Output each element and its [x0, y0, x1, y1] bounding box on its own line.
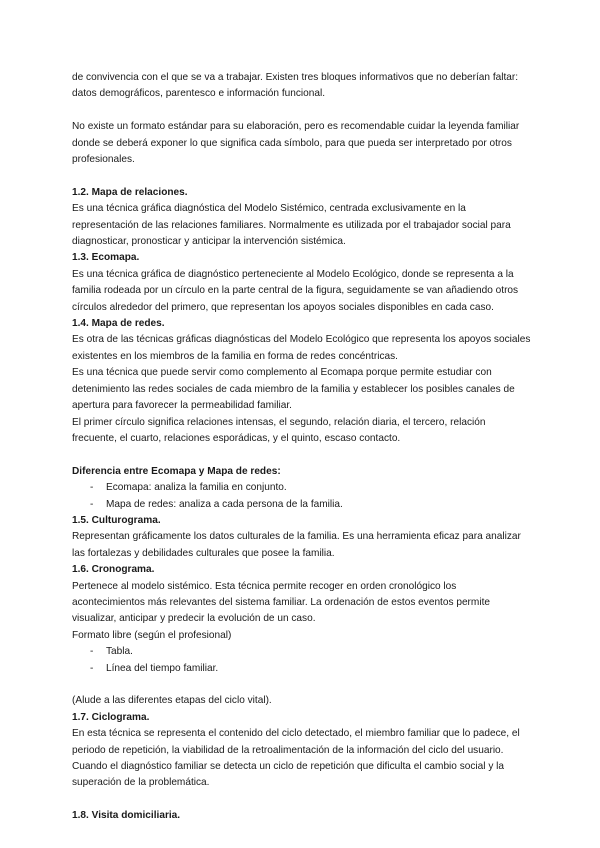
heading-culturograma: 1.5. Culturograma.: [72, 514, 161, 526]
list-item-text: Mapa de redes: analiza a cada persona de la familia.: [106, 498, 343, 510]
spacer: [72, 677, 532, 693]
heading-cronograma: 1.6. Cronograma.: [72, 564, 155, 576]
paragraph-cronograma-3: (Alude a las diferentes etapas del ciclo vital).: [72, 695, 272, 707]
document-page: [72, 70, 532, 825]
paragraph-ciclograma-1: En esta técnica se representa el contenido del ciclo detectado, el miembro familiar que lo padece, el periodo de repetición, la viabilidad de la retroalimentación de la información del ciclo del usuario.: [72, 728, 520, 756]
spacer: [72, 447, 532, 463]
intro-paragraph-2: No existe un formato estándar para su elaboración, pero es recomendable cuidar la leyenda familiar donde se deberá exponer lo que significa cada símbolo, para que pueda ser interpretado por otros profesionales.: [72, 121, 520, 166]
list-item-text: Línea del tiempo familiar.: [106, 662, 219, 674]
paragraph-mapa-redes-2: Es una técnica que puede servir como complemento al Ecomapa porque permite estudiar con detenimiento las redes sociales de cada miembro de la familia y establecer los posibles canales de apertura para favorecer la permeabilidad familiar.: [72, 367, 515, 412]
list-item: [72, 480, 532, 496]
heading-ciclograma: 1.7. Ciclograma.: [72, 711, 150, 723]
list-item: [72, 644, 532, 660]
list-item: [72, 497, 532, 513]
list-item: [72, 661, 532, 677]
dash-marker: -: [90, 646, 94, 658]
paragraph-mapa-redes-1: Es otra de las técnicas gráficas diagnósticas del Modelo Ecológico que representa los apoyos sociales existentes en los miembros de la familia en forma de redes concéntricas.: [72, 334, 531, 362]
list-item-text: Tabla.: [106, 646, 133, 658]
paragraph-ciclograma-2: Cuando el diagnóstico familiar se detecta un ciclo de repetición que dificulta el cambio social y la superación de la problemática.: [72, 761, 505, 789]
paragraph-mapa-relaciones: Es una técnica gráfica diagnóstica del Modelo Sistémico, centrada exclusivamente en la representación de las relaciones familiares. Normalmente es utilizada por el trabajador social para diagnosticar, pronosticar y anticipar la intervención sistémica.: [72, 203, 511, 248]
list-item-text: Ecomapa: analiza la familia en conjunto.: [106, 482, 287, 494]
paragraph-mapa-redes-3: El primer círculo significa relaciones intensas, el segundo, relación diaria, el tercero, relación frecuente, el cuarto, relaciones esporádicas, y el quinto, escaso contacto.: [72, 416, 486, 444]
spacer: [72, 792, 532, 808]
heading-ecomapa: 1.3. Ecomapa.: [72, 252, 140, 264]
paragraph-ecomapa: Es una técnica gráfica de diagnóstico perteneciente al Modelo Ecológico, donde se representa a la familia rodeada por un círculo en la parte central de la figura, seguidamente se van añadiendo otros círculos alrededor del primero, que representan los apoyos sociales disponibles en cada caso.: [72, 268, 519, 313]
paragraph-cronograma-2: Formato libre (según el profesional): [72, 629, 232, 641]
dash-marker: -: [90, 498, 94, 510]
diferencia-list: [72, 480, 532, 513]
paragraph-cronograma-1: Pertenece al modelo sistémico. Esta técnica permite recoger en orden cronológico los acontecimientos más relevantes del sistema familiar. La ordenación de estos eventos permite visualizar, anticipar y predecir la evolución de un caso.: [72, 580, 490, 625]
heading-diferencia: Diferencia entre Ecomapa y Mapa de redes:: [72, 465, 281, 477]
dash-marker: -: [90, 662, 94, 674]
dash-marker: -: [90, 482, 94, 494]
heading-mapa-relaciones: 1.2. Mapa de relaciones.: [72, 186, 188, 198]
spacer: [72, 103, 532, 119]
heading-mapa-redes: 1.4. Mapa de redes.: [72, 318, 165, 330]
intro-paragraph-1: de convivencia con el que se va a trabajar. Existen tres bloques informativos que no deberían faltar: datos demográficos, parentesco e información funcional.: [72, 72, 519, 100]
heading-visita-domiciliaria: 1.8. Visita domiciliaria.: [72, 810, 181, 822]
spacer: [72, 168, 532, 184]
formato-list: [72, 644, 532, 677]
paragraph-culturograma: Representan gráficamente los datos culturales de la familia. Es una herramienta eficaz para analizar las fortalezas y debilidades culturales que posee la familia.: [72, 531, 521, 559]
